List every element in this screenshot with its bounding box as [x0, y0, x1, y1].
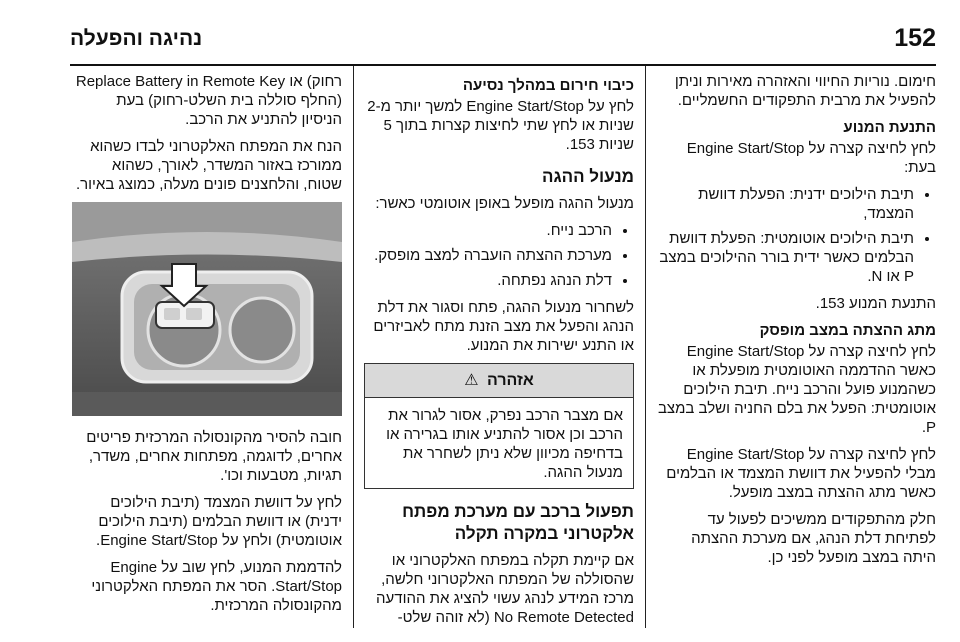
page-header: [70, 24, 936, 60]
column-right: [656, 72, 936, 632]
remove-items-text: חובה להסיר מהקונסולה המרכזית פריטים אחרים, לדוגמה, מפתחות אחרים, משדר, תגיות, מטבעות וכו'.: [86, 429, 342, 484]
ignition-off-paragraph: חלק מהתפקודים ממשיכים לפעול עד לפתיחת דלת הנהג, אם מערכת ההצתה היתה במצב מופעל לפני כן.: [691, 511, 936, 566]
ignition-off-paragraph: לחץ לחיצה קצרה על Engine Start/Stop כאשר ההדממה האוטומטית מופעלת או כשהמנוע פועל והרכב נייח. תיבת הילוכים אוטומטית: הפעל את בלם החניה ושלב במצב P.: [657, 343, 936, 436]
warning-header: [365, 364, 633, 398]
key-placement-text: הנח את המפתח האלקטרוני לבדו כשהוא ממורכז באזור המשדר, לאורך, כשהוא שטוח, והלחצנים פונים מעלה, כמוצג באיור.: [75, 138, 342, 193]
ignition-off-paragraph: לחץ לחיצה קצרה על Engine Start/Stop מבלי להפעיל את דוושת המצמד או הבלמים כאשר מתג ההצתה במצב מופעל.: [666, 446, 936, 501]
column-middle: [364, 72, 634, 632]
engine-start-text: לחץ לחיצה קצרה על Engine Start/Stop בעת:: [686, 140, 936, 176]
emergency-stop-text: לחץ על Engine Start/Stop למשך יותר מ-2 שניות או לחץ שתי לחיצות קצרות בתוך 5 שניות 153.: [367, 98, 634, 153]
chapter-title: נהיגה והפעלה: [70, 27, 203, 50]
ignition-off-heading: מתג ההצתה במצב מופסק: [759, 322, 936, 339]
warning-box: [364, 363, 634, 489]
steering-lock-release-text: לשחרור מנעול ההגה, פתח וסגור את דלת הנהג והפעל את מצב הזנת מתח לאביזרים או התנע ישירות את המנוע.: [373, 299, 634, 354]
warning-title: אזהרה: [486, 372, 534, 389]
list-item: • תיבת הילוכים ידנית: הפעלת דוושת המצמד,: [656, 185, 914, 223]
column-left: [72, 72, 342, 632]
emergency-stop-heading: כיבוי חירום במהלך נסיעה: [462, 77, 634, 94]
stop-procedure-text: להדממת המנוע, לחץ שוב על Engine Start/Stop. הסר את המפתח האלקטרוני מהקונסולה המרכזית.: [91, 559, 342, 614]
engine-start-reference: התנעת המנוע 153.: [815, 295, 936, 312]
column-divider: [645, 66, 646, 628]
steering-lock-list: [364, 221, 634, 290]
engine-start-heading: התנעת המנוע: [843, 119, 936, 136]
list-item: • הרכב נייח.: [364, 221, 612, 240]
header-rule: [70, 64, 936, 66]
key-fault-continued: רחוק) או Replace Battery in Remote Key (החלף סוללה בית השלט-רחוק) בעת הניסיון להתניע את הרכב.: [75, 73, 342, 128]
start-procedure-text: לחץ על דוושת המצמד (תיבת הילוכים ידנית) או דוושת הבלמים (תיבת הילוכים אוטומטית) ולחץ על Engine Start/Stop.: [96, 494, 342, 549]
steering-lock-text: מנעול ההגה מופעל באופן אוטומטי כאשר:: [375, 195, 634, 212]
key-fault-heading: תפעול ברכב עם מערכת מפתח אלקטרוני במקרה תקלה: [402, 502, 634, 543]
list-item: • תיבת הילוכים אוטומטית: הפעלת דוושת הבלמים כאשר ידית בורר ההילוכים במצב P או N.: [656, 229, 914, 286]
intro-paragraph: חימום. נוריות החיווי והאזהרה מאירות וניתן להפעיל את מרבית התפקודים החשמליים.: [674, 73, 936, 109]
column-divider: [353, 66, 354, 628]
engine-start-list: [656, 185, 936, 286]
key-fault-text: אם קיימת תקלה במפתח האלקטרוני או שהסוללה של המפתח האלקטרוני חלשה, מרכז המידע לנהג עשוי להציג את ההודעה No Remote Detected (לא זוהה שלט-: [376, 552, 634, 626]
warning-text: אם מצבר הרכב נפרק, אסור לגרור את הרכב וכן אסור להתניע אותו בגרירה או בדחיפה מכיוון שלא ניתן לשחרר את מנעול ההגה.: [386, 407, 623, 481]
list-item: • דלת הנהג נפתחה.: [364, 271, 612, 290]
list-item: • מערכת ההצתה הועברה למצב מופסק.: [364, 246, 612, 265]
warning-triangle-icon: ⚠: [464, 372, 479, 389]
steering-lock-heading: מנעול ההגה: [541, 167, 634, 186]
page-number: 152: [894, 24, 936, 52]
center-console-illustration: [72, 202, 342, 416]
key-console-figure: [72, 202, 342, 416]
